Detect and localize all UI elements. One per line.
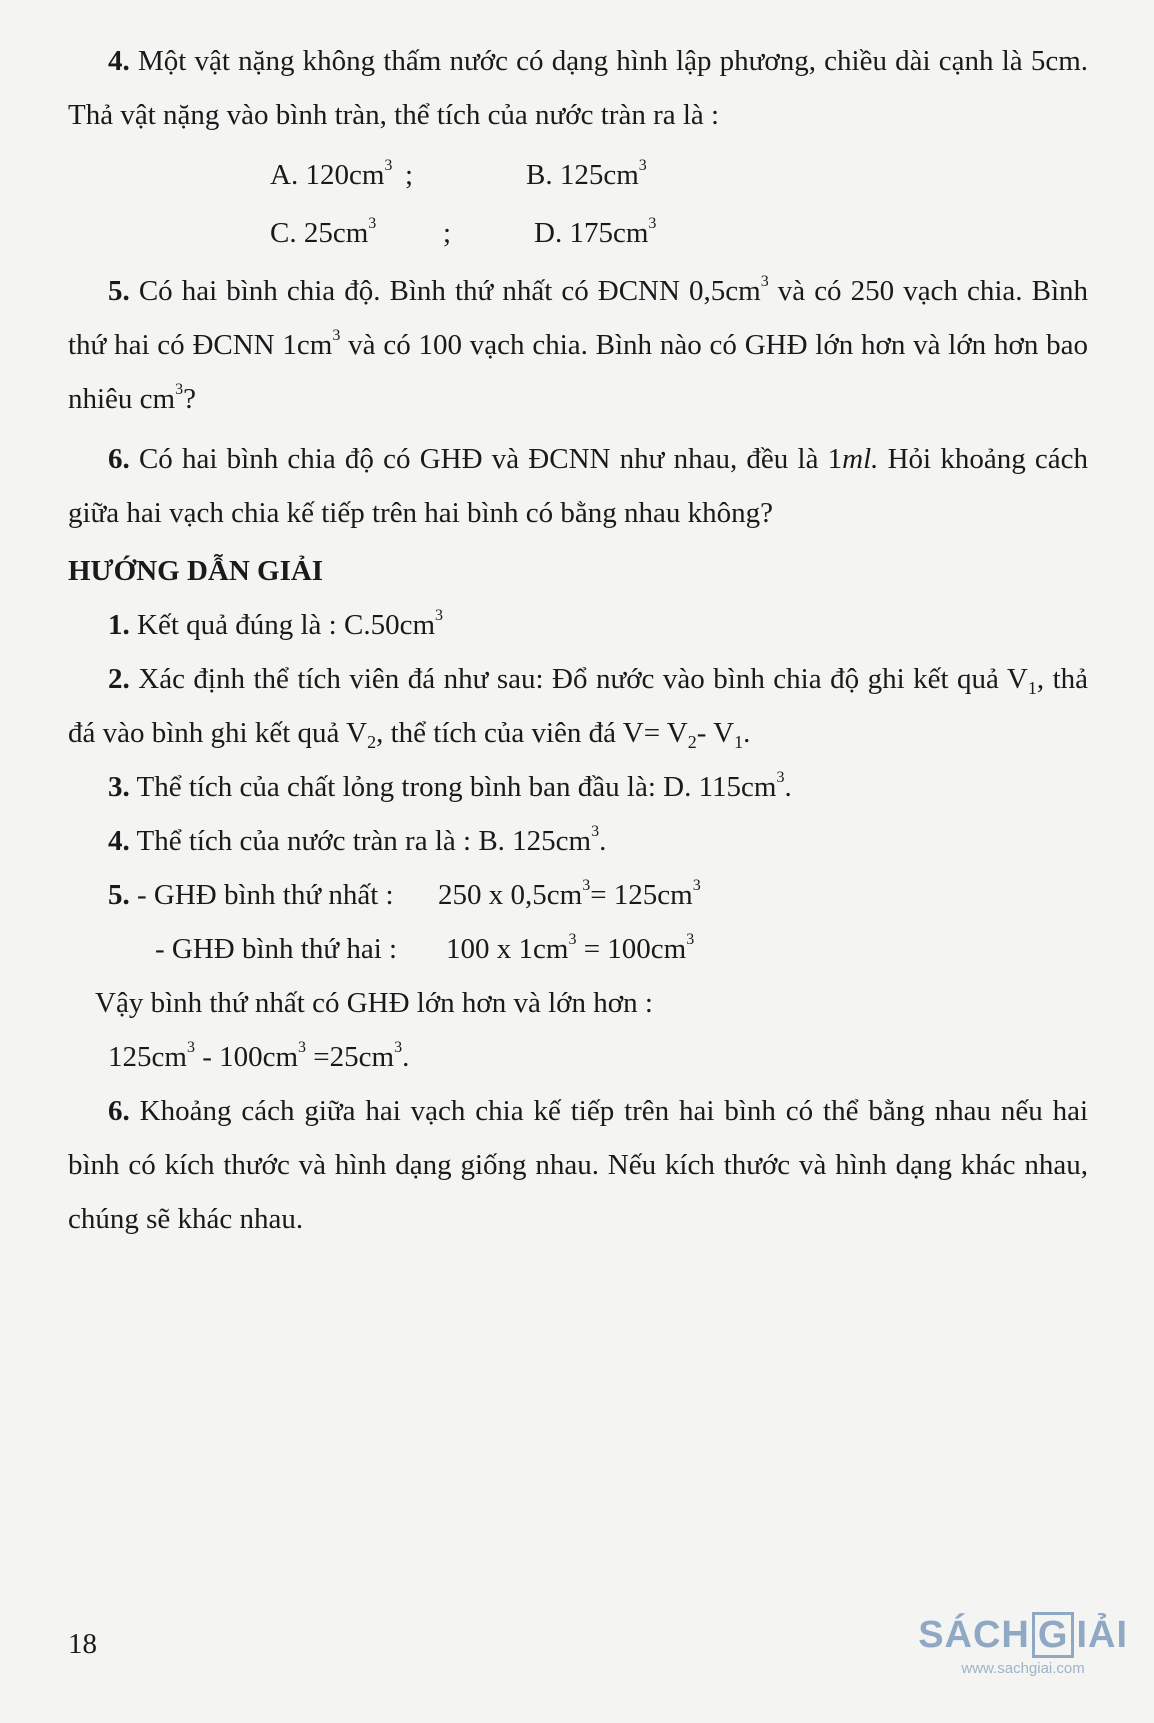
answer-5-line1: 5. - GHĐ bình thứ nhất : 250 x $0,5cm^3= 125cm^3$ (108, 877, 701, 911)
problem-5: 5. Có hai bình chia độ. Bình thứ nhất có ĐCNN $0,5cm^3$ và có 250 vạch chia. Bình thứ hai có ĐCNN $1cm^3$ và có 100 vạch chia. Bình nào có GHĐ lớn hơn và lớn hơn bao nhiêu $cm^3$? (68, 273, 1089, 415)
content (68, 34, 1088, 1246)
answer-5-line2: - GHĐ bình thứ hai : 100 x $1cm^3 = 100cm^3$ (155, 931, 695, 965)
option-a: A. $120cm^3$ (270, 157, 393, 191)
option-c-sep: ; (443, 217, 452, 249)
answer-4: 4. Thể tích của nước tràn ra là : B. $125cm^3$. (108, 823, 607, 857)
guide-heading: HƯỚNG DẪN GIẢI (68, 555, 324, 587)
answer-6: 6. Khoảng cách giữa hai vạch chia kế tiếp trên hai bình có thể bằng nhau nếu hai bình có kích thước và hình dạng giống nhau. Nếu kích thước và hình dạng khác nhau, chúng sẽ khác nhau. (68, 1095, 1089, 1235)
problem-6: 6. Có hai bình chia độ có GHĐ và ĐCNN như nhau, đều là 1ml. Hỏi khoảng cách giữa hai vạch chia kế tiếp trên hai bình có bằng nhau không? (68, 443, 1089, 529)
page-number: 18 (68, 1628, 97, 1660)
logo-wordmark: SÁCH G IẢI (918, 1614, 1128, 1656)
problem-4: 4. Một vật nặng không thấm nước có dạng hình lập phương, chiều dài cạnh là 5cm. Thả vật nặng vào bình tràn, thể tích của nước tràn ra là : (68, 45, 1089, 131)
option-b: B. $125cm^3$ (526, 157, 647, 191)
answer-5-line4: $125cm^3 - 100cm^3 =25cm^3$. (108, 1039, 410, 1073)
logo-url: www.sachgiai.com (961, 1660, 1085, 1677)
option-d: D. $175cm^3$ (534, 215, 657, 249)
option-c: C. $25cm^3$ (270, 215, 377, 249)
problem-4-options-row1 (68, 148, 1088, 212)
answer-1: 1. Kết quả đúng là : $C.50cm^3$ (108, 607, 444, 641)
sachgiai-logo (918, 1612, 1128, 1677)
problem-4-options-row2 (68, 206, 1088, 270)
answer-3: 3. Thể tích của chất lỏng trong bình ban đầu là: D. $115cm^3$. (108, 769, 792, 803)
answer-2: 2. Xác định thể tích viên đá như sau: Đổ nước vào bình chia độ ghi kết quả $V_1$, thả đá vào bình ghi kết quả $V_2$, thể tích của viên đá $V= V_2-$ $V_1$. (68, 663, 1089, 752)
option-a-sep: ; (405, 159, 414, 191)
answer-5-line3: Vậy bình thứ nhất có GHĐ lớn hơn và lớn hơn : (95, 987, 653, 1019)
